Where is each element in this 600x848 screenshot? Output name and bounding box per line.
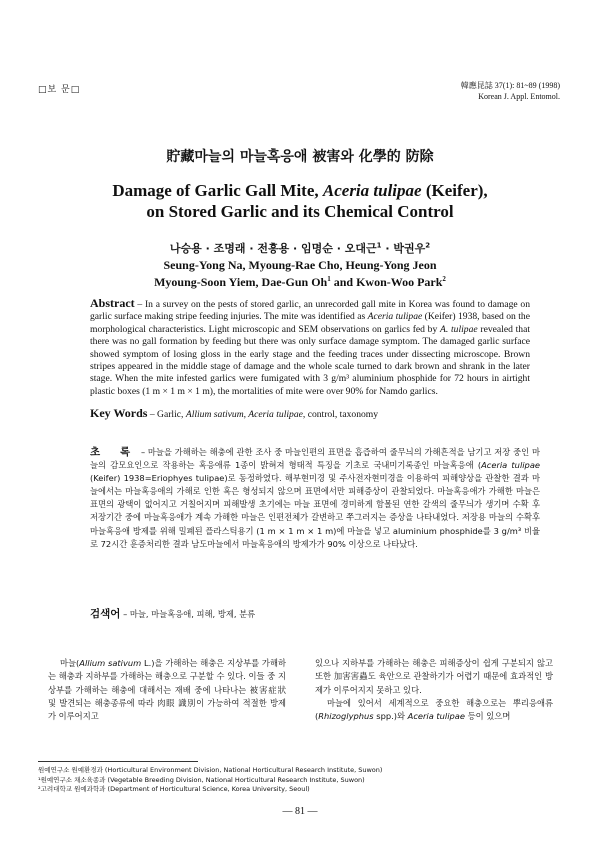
page-number: — 81 — [282,806,318,817]
abstract-label: Abstract [90,296,135,310]
affiliation-mark: 1 [376,241,382,250]
authors-english-line2 [0,274,600,291]
title-korean: 貯藏마늘의 마늘혹응애 被害와 化學的 防除 [166,149,434,165]
authors-english [0,257,600,291]
journal-name-en: Korean J. Appl. Entomol. [478,92,560,101]
footnote-divider [38,761,198,762]
abstract-text: (Keifer) 1938, based on the morphological characteristics. Light microscopic and SEM observations on garlics fed by [90,311,530,335]
body-text: 마늘( [60,658,80,668]
title-english [0,180,600,222]
journal-citation [461,80,560,91]
affiliation-mark: 1 [327,275,331,283]
korean-abstract-text: (Keifer) 1938=Eriophyes tulipae)로 동정하였다. 해부현미경 및 주사전자현미경을 이용하여 피해양상을 관찰한 결과 마늘에서는 마늘혹응애의 가해로 인한 혹은 형성되지 않으며 표면에서만 피해증상이 관찰되었다. 마늘혹응애가 가해한 마늘은 표면의 광택이 없어지고 거칠어지며 피해발생 초기에는 마늘 표면에 경미하게 함몰된 연한 갈색의 줄무늬가 생기며 수확 후 저장기간 중에 마늘혹응애가 계속 가해한 마늘은 인편전체가 갈변하고 쭈그러지는 증상을 나타내었다. 저장용 마늘의 수확후 마늘혹응애 방제를 위해 밀폐된 플라스틱용기 (1 m × 1 m × 1 m)에 마늘을 넣고 aluminium phosphide를 3 g/m³ 비율로 72시간 훈증처리한 결과 남도마늘에서 마늘혹응애의 방제가가 90% 이상으로 나타났다. [90,473,540,549]
authors-english-line1: Seung-Yong Na, Myoung-Rae Cho, Heung-Yong Jeon [163,258,437,272]
body-column-left [48,657,286,723]
footnote: ¹원예연구소 채소육종과 (Vegetable Breeding Division, National Horticultural Research Institute, Suwon) [38,775,365,784]
keywords [90,406,530,421]
footnotes [38,766,558,795]
species-name: Aceria tulipae [407,711,465,722]
keywords-text: , control, taxonomy [302,409,379,420]
body-paragraph [315,697,553,724]
author-names: · 박권우 [381,242,426,255]
body-text: 마늘에 있어서 세계적으로 중요한 해충으로는 뿌리응애류( [315,697,553,722]
korean-keywords-text: – 마늘, 마늘혹응애, 피해, 방제, 분류 [120,609,256,619]
korean-keywords [90,606,530,621]
body-column-right [315,657,553,723]
abstract-text: – In a survey on the pests of stored garlic, an unrecorded gall mite in Korea was found to damage on garlic surface making stripe feeding injuries. The mite was identified as [90,299,530,323]
body-paragraph [48,657,286,723]
korean-keywords-label: 검색어 [90,608,121,620]
author-names: Myoung-Soon Yiem, Dae-Gun Oh [154,275,328,289]
body-text: L.)을 가해하는 해충은 지상부를 가해하는 해충과 지하부를 가해하는 해충으로 구분할 수 있다. 이들 중 지상부를 가해하는 해충에 대해서는 재배 중에 나타나는 被害症狀 및 발견되는 해충종류에 따라 肉眼 識別이 가능하여 적절한 방제가 이루어지고 [48,658,286,722]
abstract [90,297,530,398]
affiliation-mark: 2 [442,275,446,283]
title-english-line2: on Stored Garlic and its Chemical Control [146,202,454,221]
korean-abstract-label: 초 록 [90,446,139,458]
korean-abstract-text: – 마늘을 가해하는 해충에 관한 조사 중 마늘인편의 표면을 흡즙하여 줄무늬의 가해흔적을 남기고 저장 중인 마늘의 감모요인으로 작용하는 혹응애류 1종이 밝혀져 형태적 특징을 기초로 국내미기록종인 마늘혹응애 ( [90,447,540,471]
species-name: A. tulipae [440,323,478,335]
keywords-italic: Allium sativum, Aceria tulipae [185,409,303,420]
species-name: Allium sativum [79,658,142,668]
body-text: 등이 있으며 [465,711,511,722]
korean-abstract [90,446,540,551]
title-english-line1 [0,180,600,201]
journal-name-ko: 韓應昆誌 [460,81,493,90]
journal-header [461,80,560,102]
author-names: and Kwon-Woo Park [330,275,443,289]
abstract-text: revealed that there was no gall formation by feeding but there was only surface damage symptom. The damaged garlic surface showed symptom of losing gloss in the early stage and the feeding traces under dissecting microscope. Brown stripes appeared in the middle stage of damage and the whole scale turned to dark brown and shrank in the later stage. When the mite infested garlics were fumigated with 3 g/m³ aluminium phosphide for 72 hours in airtight plastic boxes (1 m × 1 m × 1 m), the mortalities of mite were over 90% for Namdo garlics. [90,323,530,397]
authors-korean [0,240,600,256]
footnote: 원예연구소 원예환경과 (Horticultural Environment Division, National Horticultural Research Institute, Suwon) [38,766,383,774]
section-label: □보 문□ [38,85,81,95]
body-paragraph: 있으나 지하부를 가해하는 해충은 피해증상이 쉽게 구분되지 않고 또한 加害害蟲도 육안으로 관찰하기가 어렵기 때문에 효과적인 방제가 이루어지지 못하고 있다. [315,658,553,695]
species-name: Rhizoglyphus [318,711,374,722]
species-name: Aceria tulipae [481,460,541,471]
keywords-text: – Garlic, [147,409,186,420]
footnote: ²고려대학교 원예과학과 (Department of Horticultural Science, Korea University, Seoul) [38,785,310,794]
title-text: Damage of Garlic Gall Mite, [112,181,323,200]
author-names: 나승용 · 조명래 · 전흥용 · 임명순 · 오대근 [169,242,377,255]
title-species: Aceria tulipae [322,181,422,200]
body-text: spp.)와 [373,711,408,722]
keywords-label: Key Words [90,406,148,420]
species-name: Aceria tulipae [367,311,423,323]
citation: 37(1): 81~89 (1998) [494,81,560,90]
affiliation-mark: 2 [425,241,431,250]
title-text: (Keifer), [421,181,488,200]
